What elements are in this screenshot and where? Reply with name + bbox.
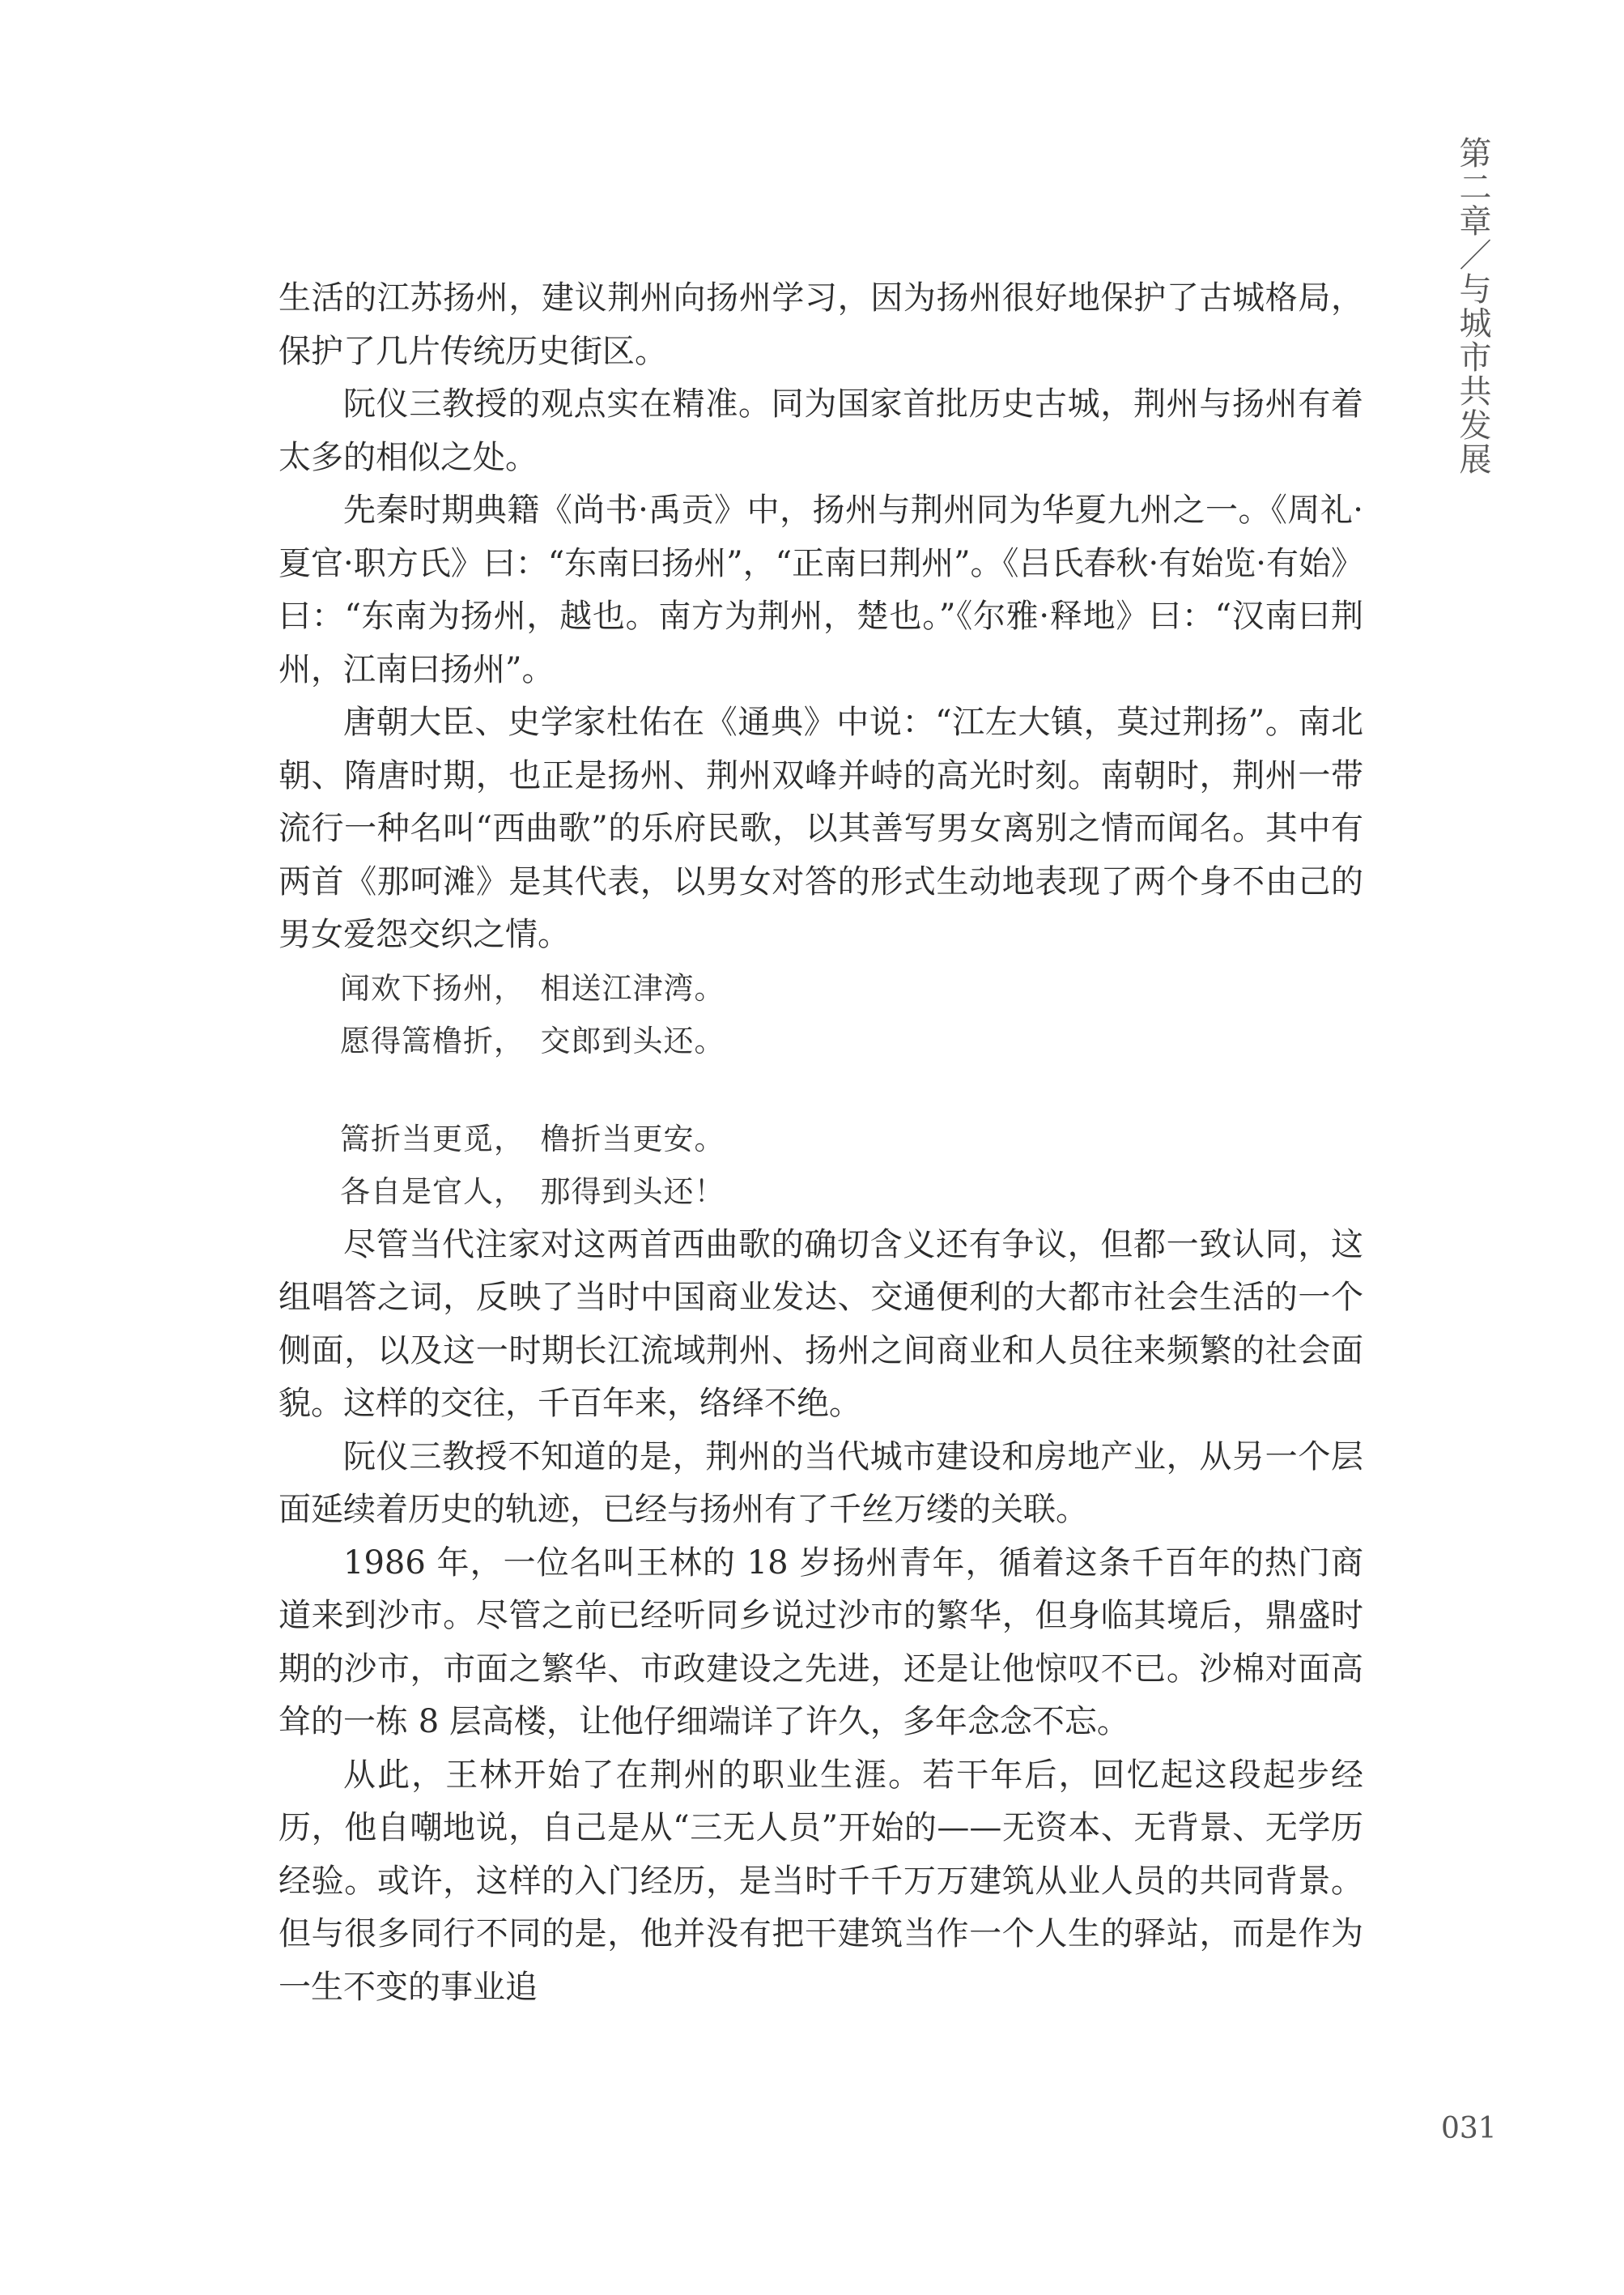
paragraph: 先秦时期典籍《尚书·禹贡》中，扬州与荆州同为华夏九州之一。《周礼·夏官·职方氏》曰：“东南曰扬州”，“正南曰荆州”。《吕氏春秋·有始览·有始》曰：“东南为扬州，越也。南方为荆州，楚也。”《尔雅·释地》曰：“汉南曰荆州，江南曰扬州”。 bbox=[278, 492, 1363, 688]
body-text bbox=[278, 272, 1363, 2014]
stanza-gap bbox=[278, 1068, 1363, 1113]
verse-line: 各自是官人， 那得到头还！ bbox=[340, 1174, 725, 1209]
verse-line: 愿得篙橹折， 交郎到头还。 bbox=[340, 1024, 725, 1058]
page-number: 031 bbox=[1441, 2112, 1497, 2145]
verse-line: 闻欢下扬州， 相送江津湾。 bbox=[340, 970, 725, 1006]
paragraph: 从此，王林开始了在荆州的职业生涯。若干年后，回忆起这段起步经历，他自嘲地说，自己是从“三无人员”开始的——无资本、无背景、无学历经验。或许，这样的入门经历，是当时千千万万建筑从业人员的共同背景。但与很多同行不同的是，他并没有把干建筑当作一个人生的驿站，而是作为一生不变的事业追 bbox=[278, 1756, 1363, 2006]
paragraph: 阮仪三教授的观点实在精准。同为国家首批历史古城，荆州与扬州有着太多的相似之处。 bbox=[278, 385, 1363, 476]
paragraph: 唐朝大臣、史学家杜佑在《通典》中说：“江左大镇，莫过荆扬”。南北朝、隋唐时期，也正是扬州、荆州双峰并峙的高光时刻。南朝时，荆州一带流行一种名叫“西曲歌”的乐府民歌，以其善写男女离别之情而闻名。其中有两首《那呵滩》是其代表，以男女对答的形式生动地表现了两个身不由己的男女爱怨交织之情。 bbox=[278, 704, 1363, 953]
verse-line: 篙折当更觅， 橹折当更安。 bbox=[340, 1121, 725, 1156]
paragraph: 1986 年，一位名叫王林的 18 岁扬州青年，循着这条千百年的热门商道来到沙市。尽管之前已经听同乡说过沙市的繁华，但身临其境后，鼎盛时期的沙市，市面之繁华、市政建设之先进，还是让他惊叹不已。沙棉对面高耸的一栋 8 层高楼，让他仔细端详了许久，多年念念不忘。 bbox=[278, 1543, 1363, 1740]
paragraph: 生活的江苏扬州，建议荆州向扬州学习，因为扬州很好地保护了古城格局，保护了几片传统历史街区。 bbox=[278, 279, 1363, 370]
paragraph: 阮仪三教授不知道的是，荆州的当代城市建设和房地产业，从另一个层面延续着历史的轨迹，已经与扬州有了千丝万缕的关联。 bbox=[278, 1437, 1363, 1528]
paragraph: 尽管当代注家对这两首西曲歌的确切含义还有争议，但都一致认同，这组唱答之词，反映了当时中国商业发达、交通便利的大都市社会生活的一个侧面，以及这一时期长江流域荆州、扬州之间商业和人员往来频繁的社会面貌。这样的交往，千百年来，络绎不绝。 bbox=[278, 1225, 1363, 1422]
running-head: 第二章／与城市共发展 bbox=[1454, 136, 1491, 476]
